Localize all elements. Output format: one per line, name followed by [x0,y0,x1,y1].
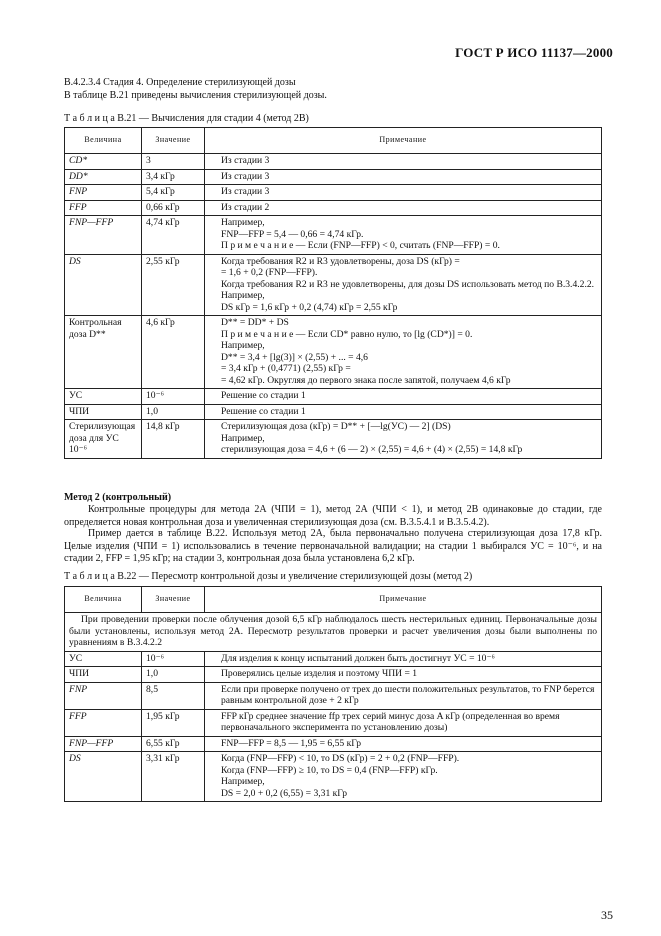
note-line: Когда (FNP—FFP) ≥ 10, то DS = 0,4 (FNP—FFP) кГр. [221,764,438,776]
table-row [65,389,602,405]
table-row [65,154,602,170]
table-row [65,169,602,185]
method-paragraph-2: Пример дается в таблице В.22. Используя метод 2А, была первоначально получена стерилизующая доза 17,8 кГр. Целые изделия (ЧПИ = 1) использовались в течение первоначальной валидации; на стадии 1 выбирался УС = 10⁻⁶, и на стадии 2, FFP = 1,95 кГр; на стадии 3, контрольная доза была установлена 6,2 кГр. [64,528,602,564]
cell-note [205,667,602,683]
note-line: Например, [221,340,265,351]
note-line: = 1,6 + 0,2 (FNP—FFP). [221,267,318,278]
note-line: Из стадии 3 [221,186,270,197]
column-header: Величина [65,587,142,613]
cell-value: 14,8 кГр [142,420,205,459]
page-number: 35 [601,908,613,922]
note-line: стерилизующая доза = 4,6 + (6 — 2) × (2,55) = 4,6 + (4) × (2,55) = 14,8 кГр [221,444,523,455]
cell-value: 4,6 кГр [142,316,205,389]
cell-quantity: DS [65,752,142,802]
cell-quantity: FNP—FFP [65,736,142,752]
note-line: Например, [221,432,265,444]
note-line: = 4,62 кГр. Округляя до первого знака после запятой, получаем 4,6 кГр [221,374,511,386]
cell-note [205,420,602,459]
table-b21 [64,127,602,459]
cell-quantity: УС [65,389,142,405]
cell-note [205,185,602,201]
cell-note [205,200,602,216]
table-row [65,420,602,459]
cell-quantity: FNP [65,682,142,709]
cell-note [205,752,602,802]
cell-note [205,651,602,667]
cell-value: 0,66 кГр [142,200,205,216]
cell-quantity: FNP [65,185,142,201]
cell-value: 1,0 [142,667,205,683]
intro-heading: B.4.2.3.4 Стадия 4. Определение стерилизующей дозы [64,77,296,88]
table-row [65,613,602,652]
note-line: Например, [221,290,265,301]
cell-quantity: FNP—FFP [65,216,142,255]
table-row [65,404,602,420]
cell-note [205,709,602,736]
cell-value: 2,55 кГр [142,254,205,316]
cell-quantity: УС [65,651,142,667]
cell-quantity: DD* [65,169,142,185]
cell-quantity: FFP [65,709,142,736]
cell-note [205,316,602,389]
note-line: Например, [221,217,265,228]
cell-note [205,169,602,185]
note-line: DS = 2,0 + 0,2 (6,55) = 3,31 кГр [221,787,348,799]
table-row [65,316,602,389]
note-line: DS кГр = 1,6 кГр + 0,2 (4,74) кГр = 2,55 кГр [221,301,398,313]
running-header: ГОСТ Р ИСО 11137—2000 [455,45,613,60]
note-line: Для изделия к концу испытаний должен быть достигнут УС = 10⁻⁶ [221,652,495,664]
note-line: FFP кГр среднее значение ffp трех серий минус доза A кГр (определенная во время первоначального эксперимента по установлению дозы) [221,710,560,733]
column-header: Значение [142,128,205,154]
column-header: Примечание [205,587,602,613]
cell-value: 6,55 кГр [142,736,205,752]
cell-value: 10⁻⁶ [142,651,205,667]
table-row [65,254,602,316]
cell-quantity: Стерилизующая доза для УС 10⁻⁶ [65,420,142,459]
method-title: Метод 2 (контрольный) [64,492,172,503]
intro-text: В таблице В.21 приведены вычисления стерилизующей дозы. [64,90,327,101]
cell-quantity: CD* [65,154,142,170]
cell-quantity: ЧПИ [65,404,142,420]
cell-quantity: FFP [65,200,142,216]
note-line: Если при проверке получено от трех до шести положительных результатов, то FNP берется равным контрольной дозе + 2 кГр [221,683,595,706]
note-line: Решение со стадии 1 [221,405,306,417]
table-row [65,185,602,201]
table-row [65,736,602,752]
column-header: Значение [142,587,205,613]
cell-note [205,389,602,405]
table-row [65,651,602,667]
cell-quantity: Контрольная доза D** [65,316,142,389]
note-line: Из стадии 2 [221,201,270,213]
note-line: Проверялись целые изделия и поэтому ЧПИ = 1 [221,668,418,679]
column-header: Величина [65,128,142,154]
table-row [65,200,602,216]
table-row [65,216,602,255]
cell-note [205,254,602,316]
note-line: = 3,4 кГр + (0,4771) (2,55) кГр = [221,363,351,374]
cell-value: 4,74 кГр [142,216,205,255]
note-line: FNP—FFP = 8,5 — 1,95 = 6,55 кГр [221,737,362,749]
method-paragraph-1: Контрольные процедуры для метода 2А (ЧПИ = 1), метод 2А (ЧПИ < 1), и метод 2В одинаковые до стадии, где определяется новая контрольная доза и увеличенная стерилизующая доза (см. В.3.5.4.1 и В.3.5.4.2). [64,504,602,528]
cell-value: 1,95 кГр [142,709,205,736]
table-row [65,709,602,736]
cell-value: 3 [142,154,205,170]
note-line: Когда требования R2 и R3 удовлетворены, доза DS (кГр) = [221,255,460,267]
cell-quantity: DS [65,254,142,316]
note-line: Например, [221,776,265,787]
note-line: Решение со стадии 1 [221,390,306,401]
column-header: Примечание [205,128,602,154]
cell-note [205,404,602,420]
table-row [65,667,602,683]
cell-value: 8,5 [142,682,205,709]
note-line: Стерилизующая доза (кГр) = D** + [—lg(УС) — 2] (DS) [221,421,451,432]
note-line: Когда (FNP—FFP) < 10, то DS (кГр) = 2 + 0,2 (FNP—FFP). [221,753,460,764]
note-line: П р и м е ч а н и е — Если (FNP—FFP) < 0, считать (FNP—FFP) = 0. [221,240,500,251]
table-intro-cell: При проведении проверки после облучения дозой 6,5 кГр наблюдалось шесть нестерильных единиц. Первоначальные дозы были установлены, используя метод 2А. Пересмотр результатов проверки и расчет увеличения дозы были выполнены по уравнениям в В.3.4.2.2 [65,613,602,652]
cell-value: 3,4 кГр [142,169,205,185]
cell-value: 3,31 кГр [142,752,205,802]
cell-note [205,736,602,752]
table-header-row [65,587,602,613]
table2-caption: Т а б л и ц а В.22 — Пересмотр контрольной дозы и увеличение стерилизующей дозы (метод 2) [64,571,473,582]
cell-value: 5,4 кГр [142,185,205,201]
table-header-row [65,128,602,154]
table1-caption: Т а б л и ц а В.21 — Вычисления для стадии 4 (метод 2В) [64,113,309,124]
note-line: FNP—FFP = 5,4 — 0,66 = 4,74 кГр. [221,228,364,240]
note-line: П р и м е ч а н и е — Если CD* равно нулю, то [lg (CD*)] = 0. [221,328,473,340]
note-line: Из стадии 3 [221,170,270,182]
note-line: Когда требования R2 и R3 не удовлетворены, для дозы DS использовать метод по В.3.4.2.2. [221,278,595,290]
note-line: D** = DD* + DS [221,317,289,328]
cell-value: 10⁻⁶ [142,389,205,405]
cell-quantity: ЧПИ [65,667,142,683]
cell-note [205,154,602,170]
cell-note [205,682,602,709]
table-row [65,682,602,709]
table-row [65,752,602,802]
cell-note [205,216,602,255]
note-line: D** = 3,4 + [lg(3)] × (2,55) + ... = 4,6 [221,351,368,363]
table-b22 [64,586,602,802]
note-line: Из стадии 3 [221,155,270,166]
cell-value: 1,0 [142,404,205,420]
